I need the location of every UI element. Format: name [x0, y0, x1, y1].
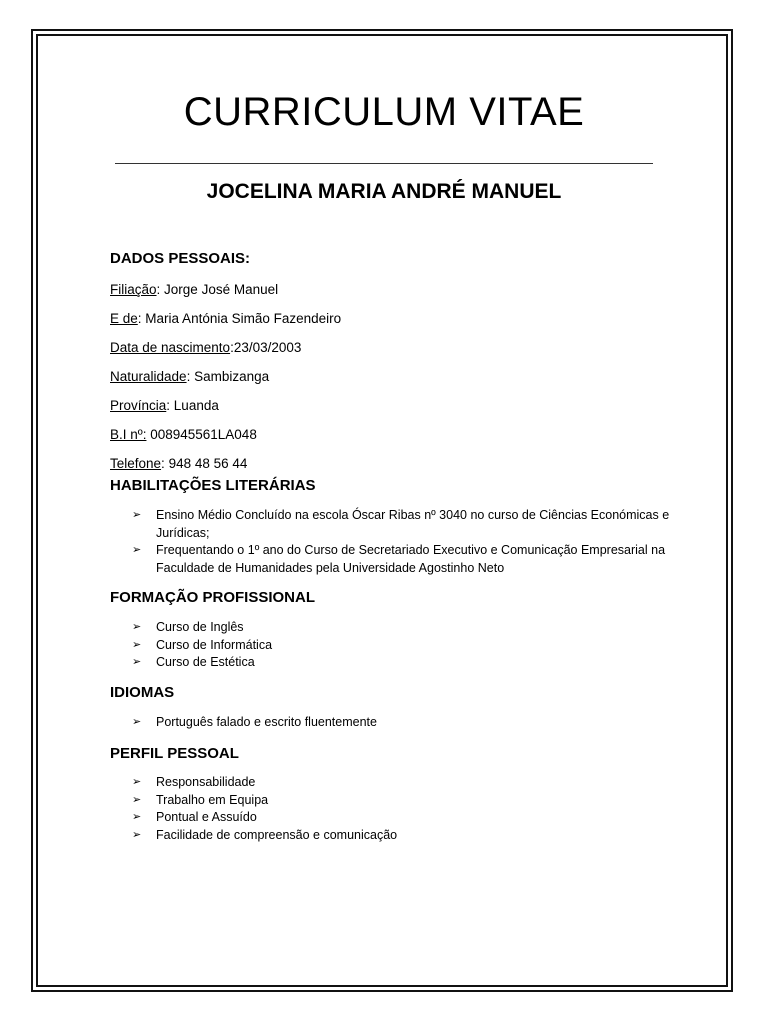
field-value: Maria Antónia Simão Fazendeiro — [145, 311, 342, 326]
cv-content — [110, 249, 670, 844]
perfil-list — [110, 774, 670, 844]
field-label: Telefone — [110, 456, 162, 471]
arrowhead-bullet-icon: ➢ — [132, 638, 142, 651]
field-value: Sambizanga — [194, 369, 270, 384]
field-value: 948 48 56 44 — [168, 456, 248, 471]
list-item: ➢ Curso de Informática — [132, 637, 670, 655]
list-item: ➢ Responsabilidade — [132, 774, 670, 792]
arrowhead-bullet-icon: ➢ — [132, 793, 142, 806]
field-naturalidade: Naturalidade: Sambizanga — [110, 369, 270, 384]
field-label: B.I nº: — [110, 427, 147, 442]
section-heading-idiomas: IDIOMAS — [110, 683, 175, 701]
habilitacoes-list — [110, 507, 670, 577]
field-birth-date: Data de nascimento:23/03/2003 — [110, 340, 302, 355]
arrowhead-bullet-icon: ➢ — [132, 811, 142, 823]
formacao-list — [110, 619, 670, 672]
field-value: Luanda — [173, 398, 219, 413]
list-item: ➢ Pontual e Assuído — [132, 809, 670, 827]
list-item: ➢ Frequentando o 1º ano do Curso de Secretariado Executivo e Comunicação Empresarial na Faculdade de Humanidades pela Universidade Agostinho Neto — [132, 543, 666, 575]
arrowhead-bullet-icon: ➢ — [132, 776, 142, 788]
section-heading-habilitacoes: HABILITAÇÕES LITERÁRIAS — [110, 477, 316, 494]
field-value: 23/03/2003 — [233, 340, 302, 355]
field-label: Província — [110, 398, 167, 413]
list-item: ➢ Curso de Inglês — [132, 619, 670, 637]
arrowhead-bullet-icon: ➢ — [132, 715, 142, 728]
list-item: ➢ Trabalho em Equipa — [132, 792, 670, 810]
list-item: ➢ Português falado e escrito fluentemente — [132, 714, 670, 732]
section-heading-formacao: FORMAÇÃO PROFISSIONAL — [110, 589, 315, 606]
field-provincia: Província: Luanda — [110, 398, 219, 413]
title-divider — [115, 163, 653, 164]
list-item: ➢ Curso de Estética — [132, 654, 670, 672]
arrowhead-bullet-icon: ➢ — [132, 828, 142, 841]
field-label: Naturalidade — [110, 369, 187, 384]
list-item: ➢ Facilidade de compreensão e comunicação — [132, 827, 670, 845]
document-title: CURRICULUM VITAE — [183, 90, 585, 134]
idiomas-list — [110, 714, 670, 732]
list-item: ➢ Ensino Médio Concluído na escola Óscar Ribas nº 3040 no curso de Ciências Económicas e Jurídicas; — [132, 508, 670, 540]
field-mother: E de: Maria Antónia Simão Fazendeiro — [110, 311, 342, 326]
arrowhead-bullet-icon: ➢ — [132, 621, 142, 633]
field-label: Data de nascimento — [110, 340, 231, 355]
field-label: Filiação — [110, 282, 157, 297]
section-heading-perfil: PERFIL PESSOAL — [110, 745, 239, 762]
field-label: E de — [110, 311, 138, 326]
field-filiacao: Filiação: Jorge José Manuel — [110, 282, 279, 297]
field-telefone: Telefone: 948 48 56 44 — [110, 456, 248, 471]
candidate-name: JOCELINA MARIA ANDRÉ MANUEL — [206, 180, 562, 203]
field-value: Jorge José Manuel — [164, 282, 279, 297]
arrowhead-bullet-icon: ➢ — [132, 544, 142, 556]
field-bi-number — [110, 424, 670, 453]
arrowhead-bullet-icon: ➢ — [132, 656, 142, 668]
field-value: 008945561LA048 — [150, 427, 257, 442]
arrowhead-bullet-icon: ➢ — [132, 509, 142, 521]
section-heading-dados-pessoais: DADOS PESSOAIS: — [110, 250, 251, 267]
